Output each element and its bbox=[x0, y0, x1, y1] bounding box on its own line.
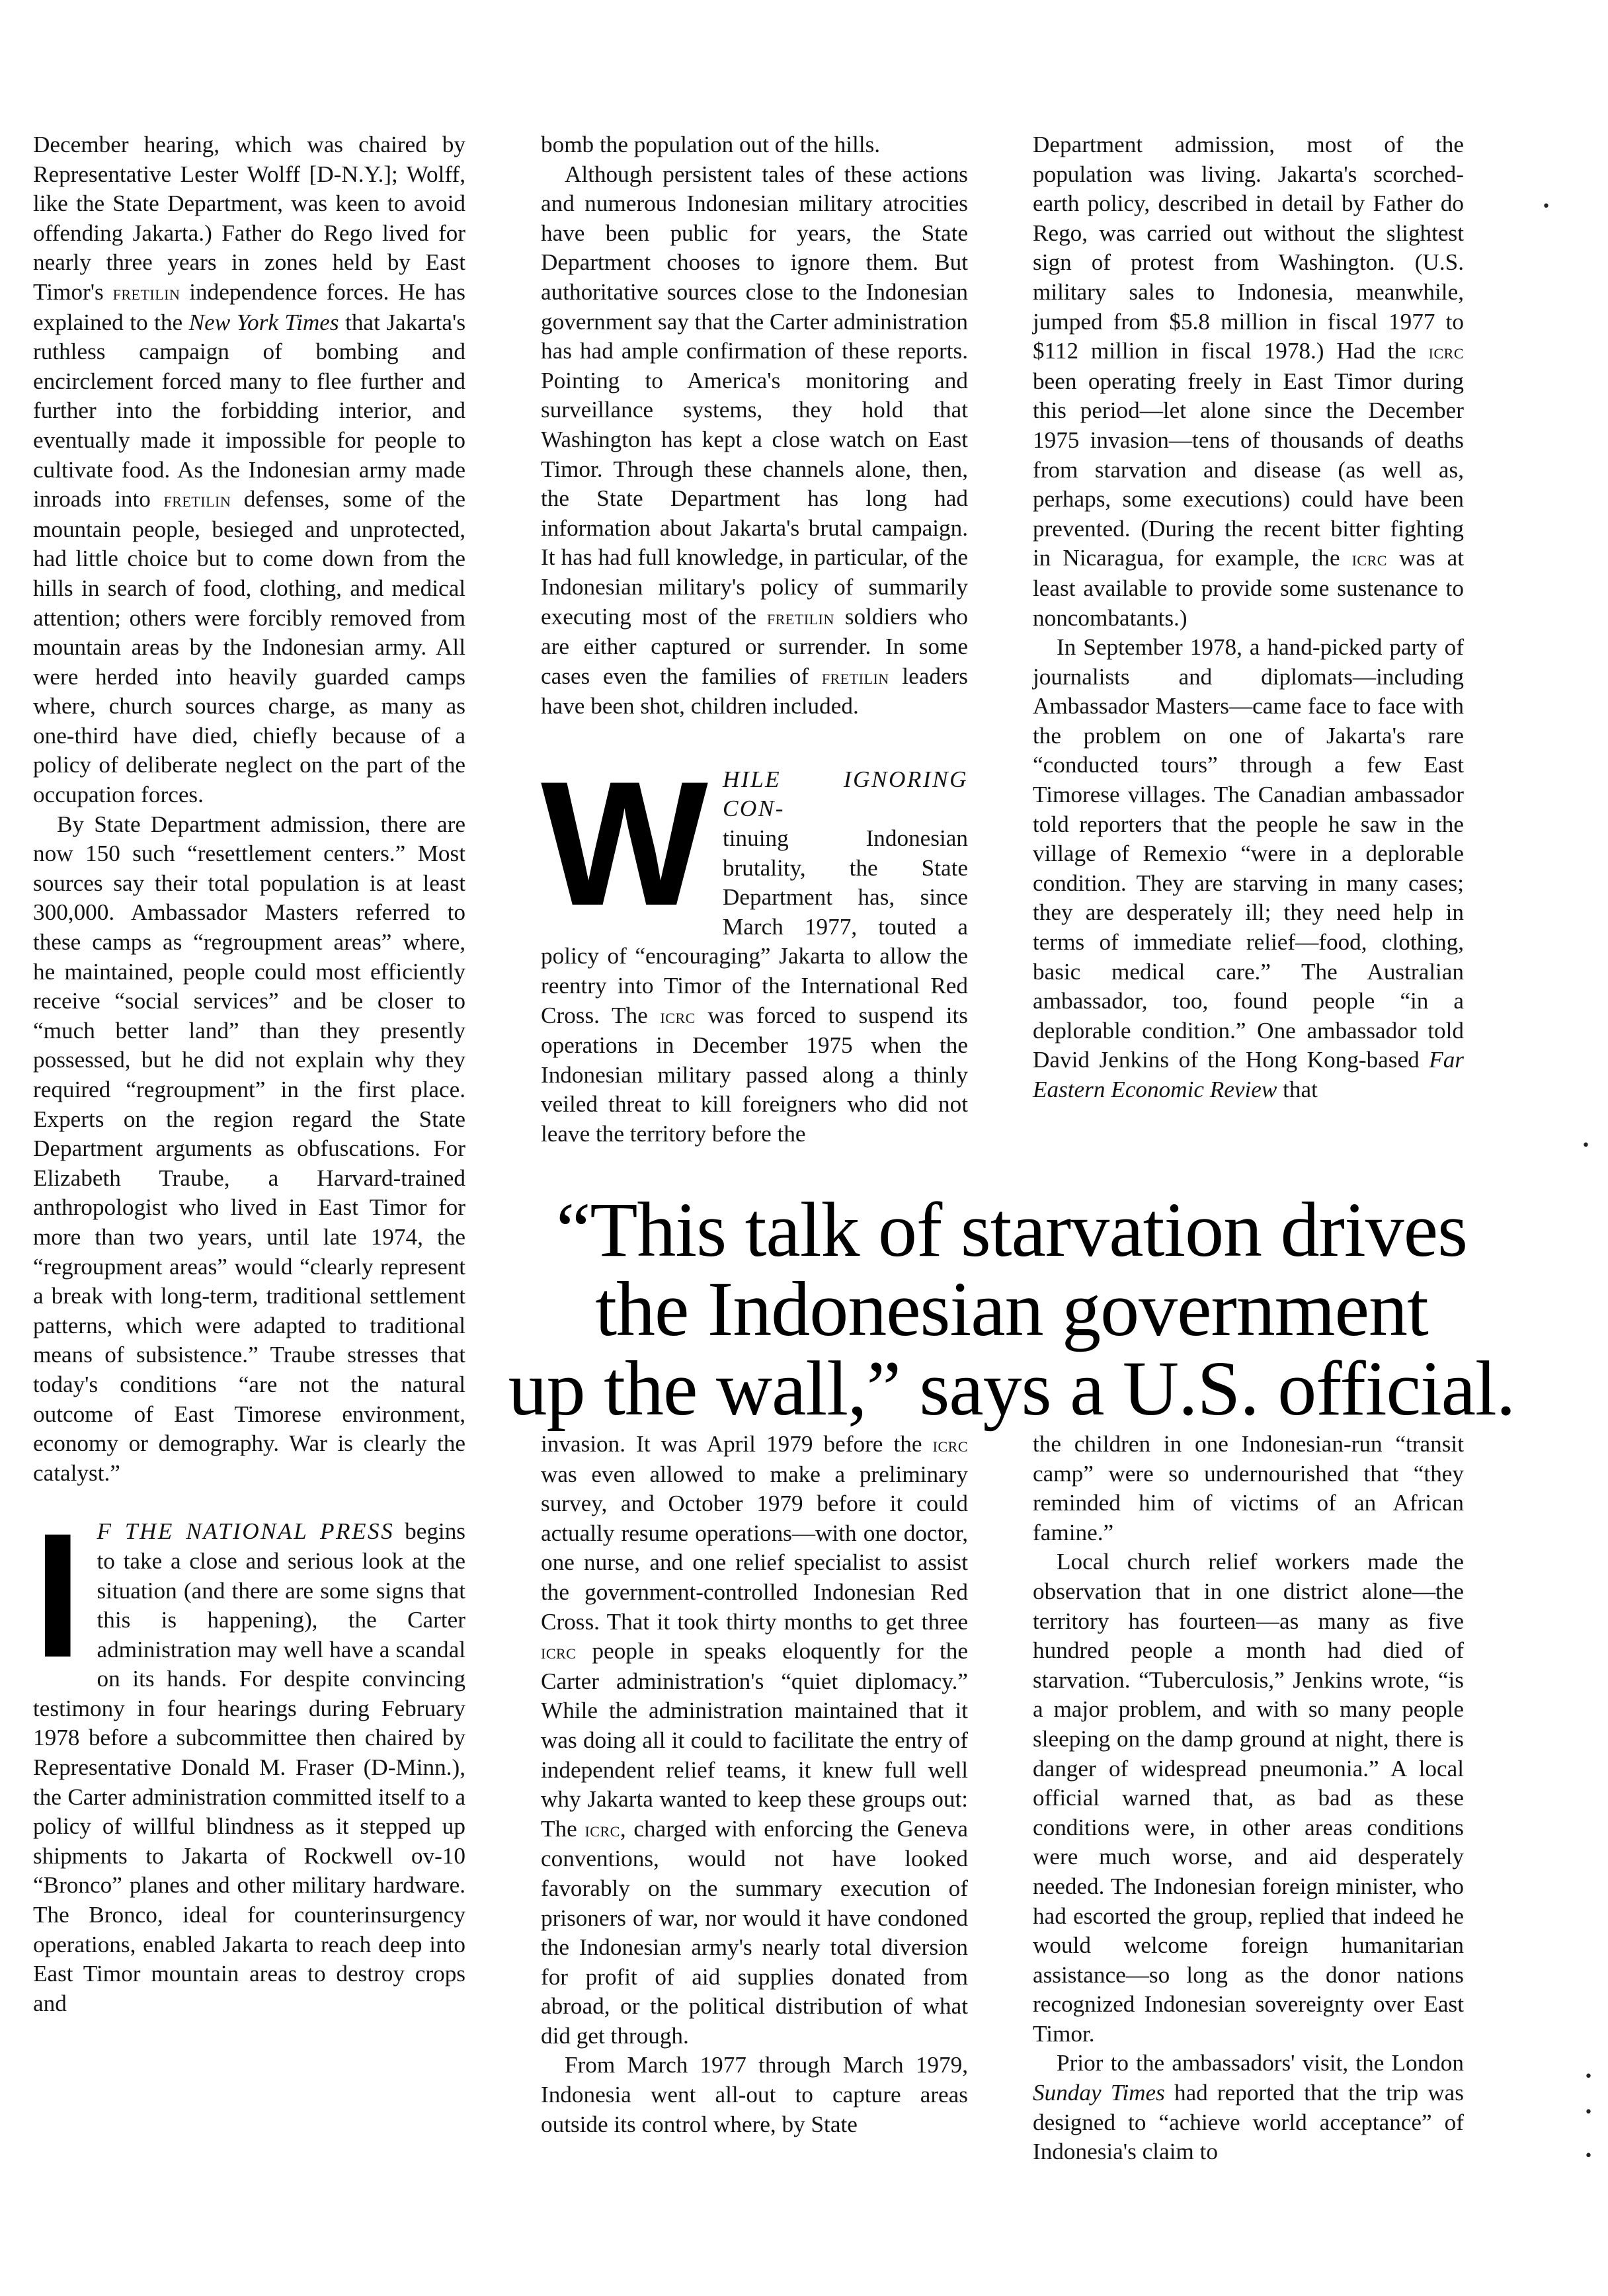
paragraph: HILE IGNORING CON- tinuing Indonesian brutality, the State Department has, since March 1977, touted a policy of “encouraging” Jakarta to allow the reentry into Timor of the International Red Cross. The icrc was forced to suspend its operations in December 1975 when the Indonesian military passed along a thinly veiled threat to kill foreigners who did not leave the territory before the bbox=[541, 766, 968, 1147]
scan-speck: • bbox=[1584, 2069, 1593, 2085]
drop-cap: W bbox=[541, 743, 708, 942]
paragraph: F THE NATIONAL PRESS begins to take a close and serious look at the situation (and there are some signs that this is happening), the Carter administration may well have a scandal on its hands. For despite convincing testimony in four hearings during February 1978 before a subcommittee then chaired by Representative Donald M. Fraser (D-Minn.), the Carter administration committed itself to a policy of willful blindness as it stepped up shipments to Jakarta of Rockwell ov-10 “Bronco” planes and other military hardware. The Bronco, ideal for counterinsurgency operations, enabled Jakarta to reach deep into East Timor mountain areas to destroy crops and bbox=[33, 1518, 465, 2016]
paragraph: December hearing, which was chaired by Representative Lester Wolff [D-N.Y.]; Wolff, like the State Department, was keen to avoid offending Jakarta.) Father do Rego lived for nearly three years in zones held by East Timor's fretilin independence forces. He has explained to the New York Times that Jakarta's ruthless campaign of bombing and encirclement forced many to flee further and further into the forbidding interior, and eventually made it impossible for people to cultivate food. As the Indonesian army made inroads into fretilin defenses, some of the mountain people, besieged and unprotected, had little choice but to come down from the hills in search of food, clothing, and medical attention; others were forcibly removed from mountain areas by the Indonesian army. All were herded into heavily guarded camps where, church sources charge, as many as one-third have died, chiefly because of a policy of deliberate neglect on the part of the occupation forces. bbox=[33, 132, 466, 808]
paragraph: In September 1978, a hand-picked party of journalists and diplomats—including Ambassador Masters—came face to face with the problem on one of Jakarta's rare “conducted tours” through a few East Timorese villages. The Canadian ambassador told reporters that the people he saw in the village of Remexio “were in a deplorable condition. They are starving in many cases; they are desperately ill; they need help in terms of immediate relief—food, clothing, basic medical care.” The Australian ambassador, too, found people “in a deplorable condition.” One ambassador told David Jenkins of the Hong Kong-based Far Eastern Economic Review that bbox=[1033, 634, 1464, 1102]
drop-cap: I bbox=[33, 1496, 83, 1695]
article-column-4 bbox=[541, 1430, 968, 2139]
paragraph: Department admission, most of the population was living. Jakarta's scorched-earth policy, described in detail by Father do Rego, was carried out without the slightest sign of protest from Washington. (U.S. military sales to Indonesia, meanwhile, jumped from $5.8 million in fiscal 1977 to $112 million in fiscal 1978.) Had the icrc been operating freely in East Timor during this period—let alone since the December 1975 invasion—tens of thousands of deaths from starvation and disease (as well as, perhaps, some executions) could have been prevented. (During the recent bitter fighting in Nicaragua, for example, the icrc was at least available to provide some sustenance to noncombatants.) bbox=[1033, 132, 1464, 631]
section-start bbox=[33, 1496, 465, 2018]
article-column-3 bbox=[1033, 130, 1464, 1105]
scan-speck: • bbox=[1582, 1137, 1590, 1154]
paragraph: bomb the population out of the hills. bbox=[541, 132, 881, 157]
paragraph: Prior to the ambassadors' visit, the London Sunday Times had reported that the trip was designed to “achieve world acceptance” of Indonesia's claim to bbox=[1033, 2050, 1464, 2165]
article-column-5 bbox=[1033, 1430, 1464, 2167]
paragraph: By State Department admission, there are now 150 such “resettlement centers.” Most sources say their total population is at least 300,000. Ambassador Masters referred to these camps as “regroupment areas” where, he maintained, people could most efficiently receive “social services” and be closer to “much better land” than they presently possessed, but he did not explain why they required “regroupment” in the first place. Experts on the region regard the State Department arguments as obfuscations. For Elizabeth Traube, a Harvard-trained anthropologist who lived in East Timor for more than two years, until late 1974, the “regroupment areas” would “clearly represent a break with long-term, traditional settlement patterns, which were adapted to traditional means of subsistence.” Traube stresses that today's conditions “are not the natural outcome of East Timorese environment, economy or demography. War is clearly the catalyst.” bbox=[33, 811, 465, 1486]
scan-speck: • bbox=[1584, 2148, 1593, 2164]
article-column-2 bbox=[541, 130, 968, 1149]
scan-speck: • bbox=[1542, 198, 1550, 215]
paragraph: Although persistent tales of these actions and numerous Indonesian military atrocities have been public for years, the State Department chooses to ignore them. But authoritative sources close to the Indonesian government say that the Carter administration has had ample confirmation of these reports. Pointing to America's monitoring and surveillance systems, they hold that Washington has kept a close watch on East Timor. Through these channels alone, then, the State Department has long had information about Jakarta's brutal campaign. It has had full knowledge, in particular, of the Indonesian military's policy of summarily executing most of the fretilin soldiers who are either captured or surrender. In some cases even the families of fretilin leaders have been shot, children included. bbox=[541, 161, 969, 719]
lead-in: F THE NATIONAL PRESS bbox=[97, 1518, 395, 1545]
paragraph: Local church relief workers made the observation that in one district alone—the territory has fourteen—as many as five hundred people a month had died of starvation. “Tuberculosis,” Jenkins wrote, “is a major problem, and with so many people sleeping on the damp ground at night, there is danger of widespread pneumonia.” A local official warned that, as bad as these conditions were, in other areas conditions were much worse, and aid desperately needed. The Indonesian foreign minister, who had escorted the group, replied that indeed he would welcome foreign humanitarian assistance—so long as the donor nations recognized Indonesian sovereignty over East Timor. bbox=[1033, 1549, 1464, 2047]
paragraph: From March 1977 through March 1979, Indonesia went all-out to capture areas outside its control where, by State bbox=[541, 2052, 968, 2137]
paragraph: invasion. It was April 1979 before the icrc was even allowed to make a preliminary survey, and October 1979 before it could actually resume operations—with one doctor, one nurse, and one relief specialist to assist the government-controlled Indonesian Red Cross. That it took thirty months to get three icrc people in speaks eloquently for the Carter administration's “quiet diplomacy.” While the administration maintained that it was doing all it could to facilitate the entry of independent relief teams, it knew full well why Jakarta wanted to keep these groups out: The icrc, charged with enforcing the Geneva conventions, would not have looked favorably on the summary execution of prisoners of war, nor would it have condoned the Indonesian army's nearly total diversion for profit of aid supplies donated from abroad, or the political distribution of what did get through. bbox=[541, 1431, 968, 2049]
pull-quote-line: the Indonesian government bbox=[595, 1266, 1428, 1352]
pull-quote-line: up the wall,” says a U.S. official. bbox=[508, 1345, 1515, 1432]
paragraph: the children in one Indonesian-run “transit camp” were so undernourished that “they reminded him of victims of an African famine.” bbox=[1033, 1431, 1464, 1545]
pull-quote-line: “This talk of starvation drives bbox=[555, 1186, 1468, 1273]
pull-quote bbox=[496, 1186, 1527, 1432]
article-column-1 bbox=[33, 130, 465, 2018]
section-start bbox=[541, 743, 968, 1149]
lead-in: HILE IGNORING CON- bbox=[722, 766, 968, 822]
scan-speck: • bbox=[1584, 2104, 1593, 2121]
